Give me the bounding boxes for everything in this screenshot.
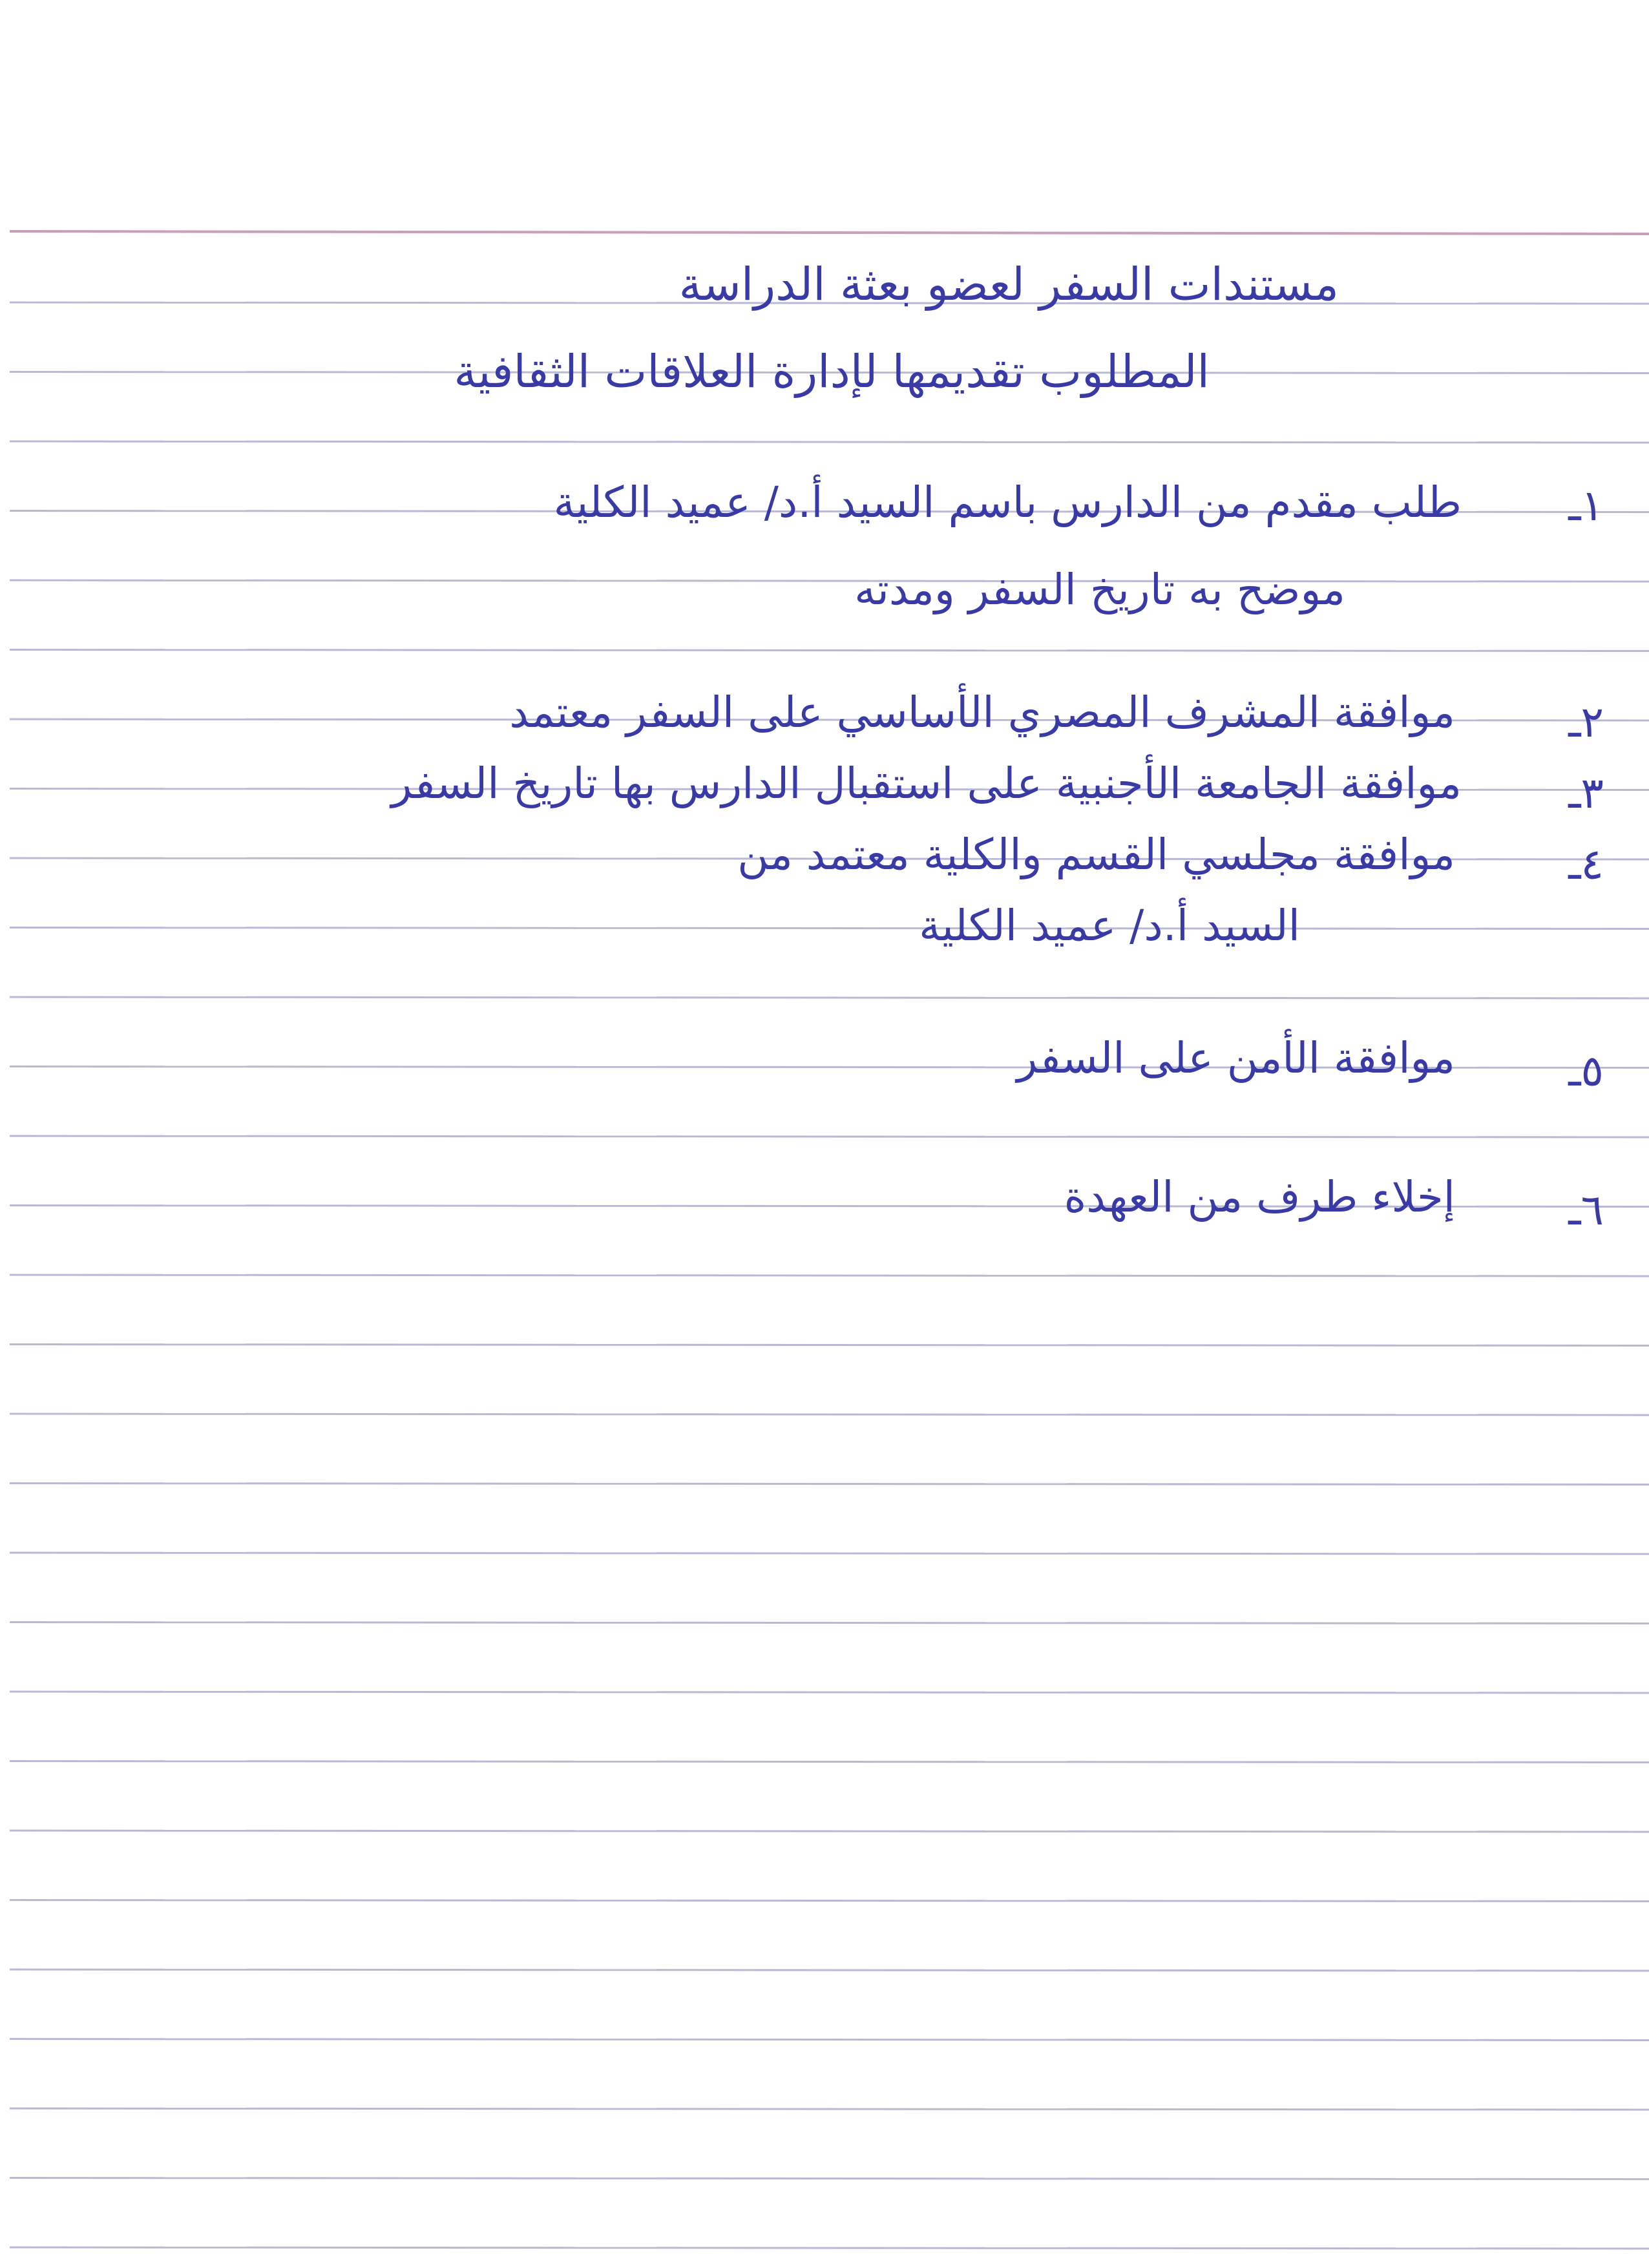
title-line-2: المطلوب تقديمها لإدارة العلاقات الثقافية <box>454 345 1210 398</box>
ruled-line <box>10 1969 1649 1971</box>
item-1-number: ١ـ <box>1568 481 1604 530</box>
ruled-line <box>10 1761 1649 1763</box>
item-2-number: ٢ـ <box>1568 697 1604 747</box>
ruled-line <box>10 2247 1649 2249</box>
item-1-line-1: طلب مقدم من الدارس باسم السيد أ.د/ عميد الكلية <box>553 478 1462 527</box>
ruled-line <box>10 1414 1649 1415</box>
ruled-line <box>10 1622 1649 1624</box>
ruled-line <box>10 441 1649 443</box>
ruled-line <box>10 580 1649 582</box>
item-5-number: ٥ـ <box>1568 1046 1604 1096</box>
ruled-line <box>10 2178 1649 2179</box>
item-5-line-1: موافقة الأمن على السفر <box>1016 1033 1455 1083</box>
ruled-line <box>10 2039 1649 2041</box>
item-1-line-2: موضح به تاريخ السفر ومدته <box>854 565 1345 614</box>
ruled-line <box>10 928 1649 929</box>
item-2-line-1: موافقة المشرف المصري الأساسي على السفر معتمد <box>509 688 1455 737</box>
ruled-line <box>10 997 1649 998</box>
item-6-line-1: إخلاء طرف من العهدة <box>1064 1172 1455 1222</box>
ruled-line <box>10 1136 1649 1137</box>
ruled-line <box>10 1900 1649 1902</box>
item-6-number: ٦ـ <box>1568 1185 1604 1235</box>
item-4-line-2: السيد أ.د/ عميد الكلية <box>919 901 1300 950</box>
item-3-number: ٣ـ <box>1568 768 1604 818</box>
item-4-line-1: موافقة مجلسي القسم والكلية معتمد من <box>737 830 1455 879</box>
ruled-line <box>10 1484 1649 1485</box>
ruled-line <box>10 650 1649 651</box>
ruled-line <box>10 2108 1649 2110</box>
ruled-line <box>10 1831 1649 1832</box>
ruled-line <box>10 1345 1649 1346</box>
item-3-line-1: موافقة الجامعة الأجنبية على استقبال الدارس بها تاريخ السفر <box>391 759 1462 808</box>
ruled-line <box>10 1553 1649 1554</box>
ruled-line <box>10 1692 1649 1693</box>
item-4-number: ٤ـ <box>1568 839 1604 889</box>
header-rule <box>10 231 1649 234</box>
ruled-line <box>10 1275 1649 1276</box>
title-line-1: مستندات السفر لعضو بعثة الدراسة <box>678 258 1339 311</box>
